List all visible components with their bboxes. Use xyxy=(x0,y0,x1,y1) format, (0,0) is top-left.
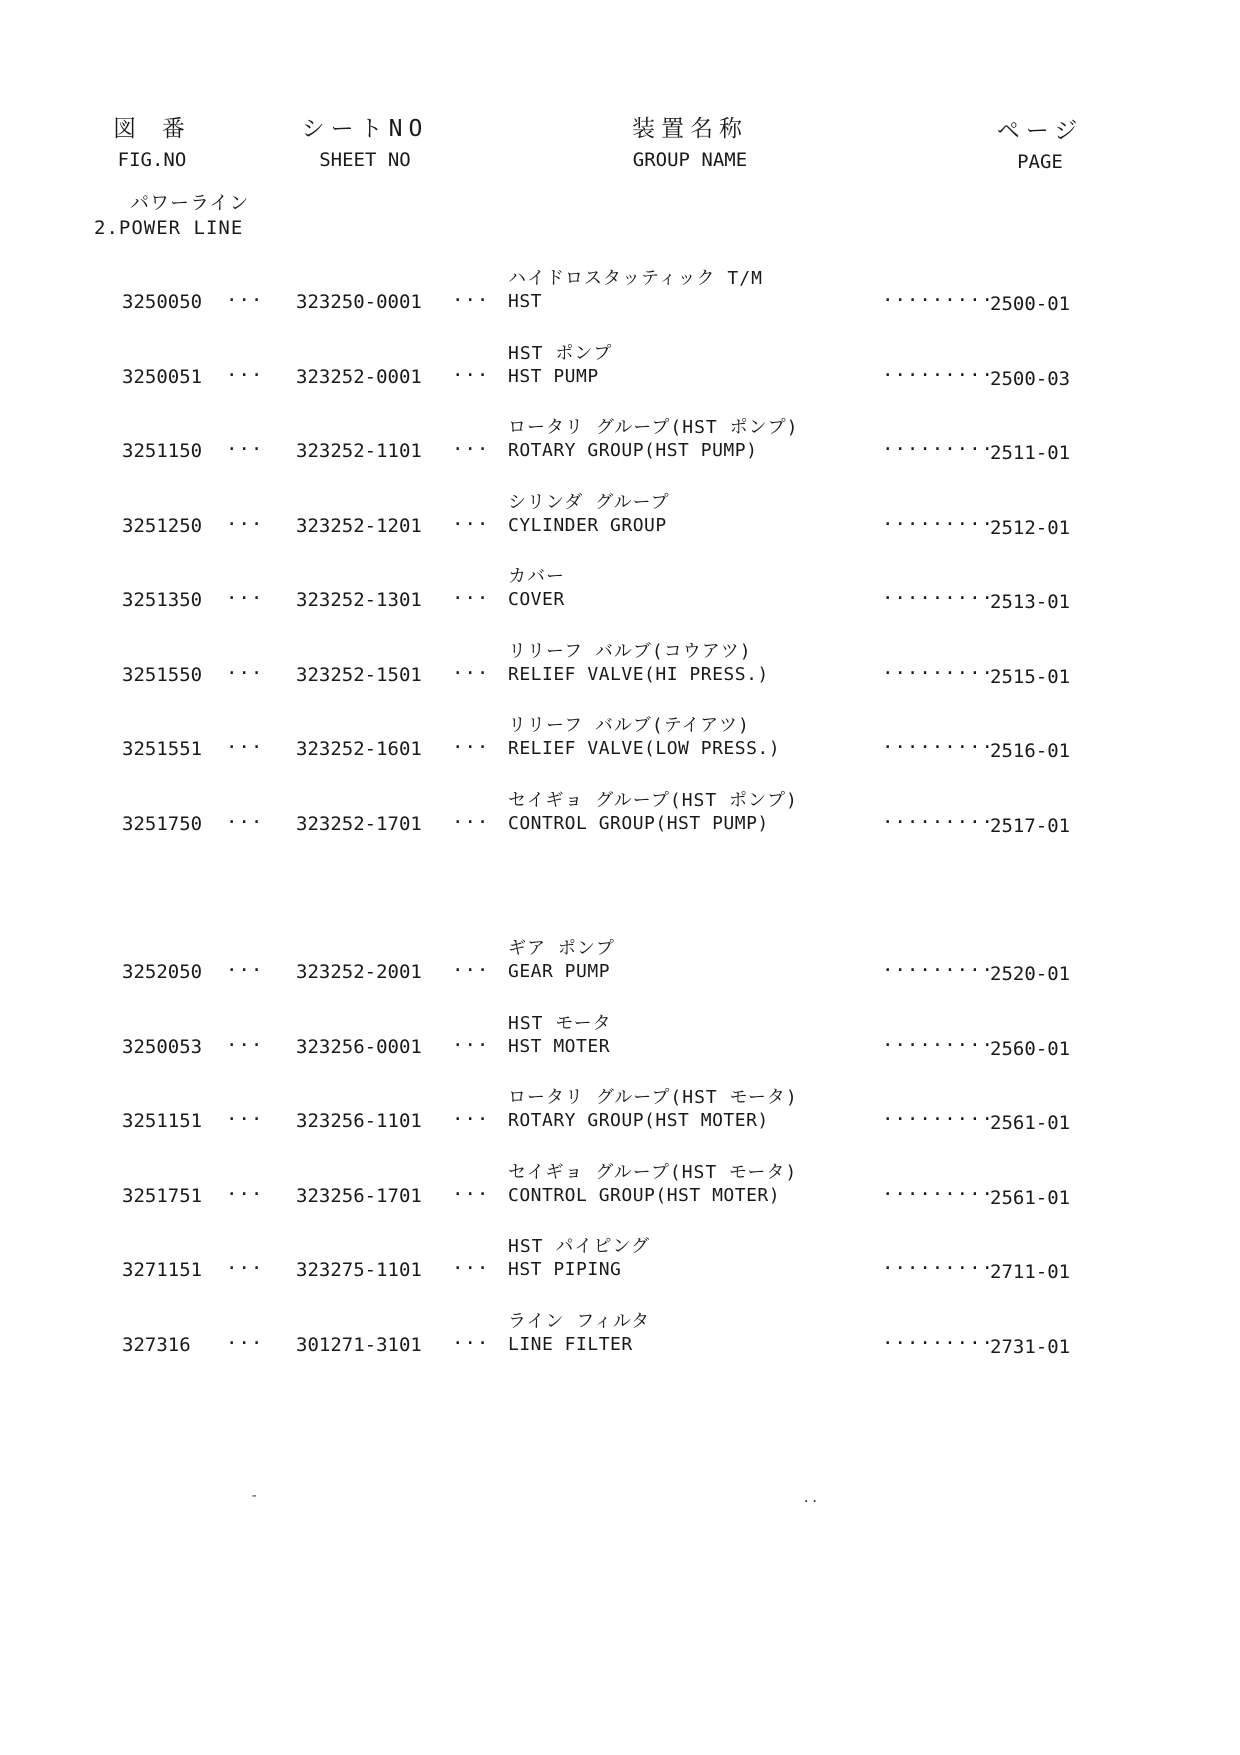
page-ref: 2517-01 xyxy=(990,815,1071,837)
group-name-en: COVER xyxy=(508,589,565,610)
page-ref: 2500-01 xyxy=(990,293,1071,315)
fig-no: 3250053 xyxy=(122,1036,203,1058)
sheet-no: 323252-1201 xyxy=(296,515,422,537)
page-ref: 2513-01 xyxy=(990,591,1071,613)
entry-row xyxy=(0,711,1240,781)
entry-row xyxy=(0,562,1240,632)
fig-no: 3251551 xyxy=(122,738,203,760)
sheet-no: 323256-0001 xyxy=(296,1036,422,1058)
dots-separator: ··· xyxy=(226,364,264,386)
dot-leader: ········· xyxy=(882,513,994,535)
group-name-en: ROTARY GROUP(HST PUMP) xyxy=(508,440,758,461)
header-sheet-no xyxy=(300,110,430,171)
dots-separator: ··· xyxy=(226,1183,264,1205)
page-ref: 2731-01 xyxy=(990,1336,1071,1358)
page-ref: 2516-01 xyxy=(990,740,1071,762)
sheet-no: 323256-1101 xyxy=(296,1110,422,1132)
group-name-en: HST xyxy=(508,291,543,312)
dots-separator: ··· xyxy=(226,438,264,460)
dots-separator: ··· xyxy=(226,1108,264,1130)
dot-leader: ········· xyxy=(882,1257,994,1279)
entry-row xyxy=(0,1307,1240,1377)
entry-row xyxy=(0,1009,1240,1079)
fig-no: 3251550 xyxy=(122,664,203,686)
sheet-no: 323256-1701 xyxy=(296,1185,422,1207)
sheet-no: 323250-0001 xyxy=(296,291,422,313)
page-ref: 2560-01 xyxy=(990,1038,1071,1060)
page-ref: 2561-01 xyxy=(990,1187,1071,1209)
dots-separator: ··· xyxy=(452,513,490,535)
fig-no: 3251250 xyxy=(122,515,203,537)
dot-leader: ········· xyxy=(882,587,994,609)
dot-leader: ········· xyxy=(882,1332,994,1354)
header-sheet-no-en: SHEET NO xyxy=(319,149,411,171)
dots-separator: ··· xyxy=(226,587,264,609)
dot-leader: ········· xyxy=(882,1034,994,1056)
group-name-en: CYLINDER GROUP xyxy=(508,515,667,536)
group-name-en: HST PUMP xyxy=(508,366,599,387)
header-group-name-en: GROUP NAME xyxy=(632,149,748,171)
header-page-en: PAGE xyxy=(1017,151,1063,173)
dots-separator: ··· xyxy=(452,289,490,311)
dots-separator: ··· xyxy=(452,1257,490,1279)
group-name-en: HST MOTER xyxy=(508,1036,611,1057)
dots-separator: ··· xyxy=(226,513,264,535)
group-name-jp: ロータリ グループ(HST ポンプ) xyxy=(508,417,799,438)
group-name-en: GEAR PUMP xyxy=(508,961,611,982)
dots-separator: ··· xyxy=(226,1332,264,1354)
group-name-jp: リリーフ バルブ(コウアツ) xyxy=(508,641,752,662)
group-name-jp: ロータリ グループ(HST モータ) xyxy=(508,1087,798,1108)
dot-leader: ········· xyxy=(882,811,994,833)
sheet-no: 323252-1601 xyxy=(296,738,422,760)
header-fig-no-en: FIG.NO xyxy=(117,149,187,171)
page-ref: 2500-03 xyxy=(990,368,1071,390)
header-fig-no xyxy=(112,110,192,171)
dots-separator: ··· xyxy=(452,1034,490,1056)
header-page xyxy=(990,112,1090,173)
fig-no: 3251151 xyxy=(122,1110,203,1132)
group-name-jp: HST パイピング xyxy=(508,1236,650,1257)
sheet-no: 323252-2001 xyxy=(296,961,422,983)
fig-no: 3250051 xyxy=(122,366,203,388)
dots-separator: ··· xyxy=(226,1257,264,1279)
section-title-jp: パワーライン xyxy=(130,192,250,214)
page-ref: 2711-01 xyxy=(990,1261,1071,1283)
dots-separator: ··· xyxy=(452,364,490,386)
page-ref: 2512-01 xyxy=(990,517,1071,539)
dots-separator: ··· xyxy=(452,959,490,981)
group-name-en: RELIEF VALVE(HI PRESS.) xyxy=(508,664,769,685)
group-name-en: CONTROL GROUP(HST MOTER) xyxy=(508,1185,781,1206)
group-name-jp: リリーフ バルブ(テイアツ) xyxy=(508,715,750,736)
header-fig-no-jp: 図 番 xyxy=(113,116,191,142)
entry-row xyxy=(0,934,1240,1004)
group-name-jp: シリンダ グループ xyxy=(508,492,670,513)
sheet-no: 323252-1301 xyxy=(296,589,422,611)
fig-no: 3252050 xyxy=(122,961,203,983)
entry-row xyxy=(0,637,1240,707)
group-name-jp: ライン フィルタ xyxy=(508,1311,651,1332)
entry-row xyxy=(0,488,1240,558)
dots-separator: ··· xyxy=(226,736,264,758)
header-page-jp: ページ xyxy=(996,118,1084,144)
scan-mark: - xyxy=(250,1488,259,1504)
dots-separator: ··· xyxy=(452,811,490,833)
fig-no: 3251350 xyxy=(122,589,203,611)
fig-no: 3251751 xyxy=(122,1185,203,1207)
dots-separator: ··· xyxy=(226,289,264,311)
dot-leader: ········· xyxy=(882,1183,994,1205)
sheet-no: 323252-1701 xyxy=(296,813,422,835)
dots-separator: ··· xyxy=(452,1332,490,1354)
dot-leader: ········· xyxy=(882,662,994,684)
dot-leader: ········· xyxy=(882,289,994,311)
entry-row xyxy=(0,413,1240,483)
entry-row xyxy=(0,264,1240,334)
fig-no: 3250050 xyxy=(122,291,203,313)
dots-separator: ··· xyxy=(452,736,490,758)
dots-separator: ··· xyxy=(226,662,264,684)
sheet-no: 323252-0001 xyxy=(296,366,422,388)
sheet-no: 323275-1101 xyxy=(296,1259,422,1281)
group-name-en: CONTROL GROUP(HST PUMP) xyxy=(508,813,769,834)
dots-separator: ··· xyxy=(452,1183,490,1205)
dot-leader: ········· xyxy=(882,1108,994,1130)
group-name-jp: HST ポンプ xyxy=(508,343,613,364)
group-name-jp: セイギョ グループ(HST モータ) xyxy=(508,1162,798,1183)
entry-row xyxy=(0,1158,1240,1228)
page-ref: 2511-01 xyxy=(990,442,1071,464)
entry-row xyxy=(0,786,1240,856)
dots-separator: ··· xyxy=(452,587,490,609)
sheet-no: 301271-3101 xyxy=(296,1334,422,1356)
dot-leader: ········· xyxy=(882,364,994,386)
header-sheet-no-jp: シートNO xyxy=(301,116,429,142)
fig-no: 327316 xyxy=(122,1334,191,1356)
group-name-en: ROTARY GROUP(HST MOTER) xyxy=(508,1110,769,1131)
dots-separator: ··· xyxy=(226,1034,264,1056)
header-group-name xyxy=(610,110,770,171)
page-ref: 2561-01 xyxy=(990,1112,1071,1134)
group-name-en: RELIEF VALVE(LOW PRESS.) xyxy=(508,738,781,759)
sheet-no: 323252-1101 xyxy=(296,440,422,462)
group-name-en: HST PIPING xyxy=(508,1259,622,1280)
entry-row xyxy=(0,1083,1240,1153)
fig-no: 3271151 xyxy=(122,1259,203,1281)
fig-no: 3251150 xyxy=(122,440,203,462)
section-title-en: 2.POWER LINE xyxy=(94,217,244,239)
group-name-jp: カバー xyxy=(508,566,565,587)
entry-row xyxy=(0,339,1240,409)
page-ref: 2515-01 xyxy=(990,666,1071,688)
group-name-jp: セイギョ グループ(HST ポンプ) xyxy=(508,790,798,811)
dot-leader: ········· xyxy=(882,736,994,758)
dots-separator: ··· xyxy=(226,811,264,833)
group-name-en: LINE FILTER xyxy=(508,1334,633,1355)
dots-separator: ··· xyxy=(452,438,490,460)
group-name-jp: ギア ポンプ xyxy=(508,938,615,959)
dots-separator: ··· xyxy=(452,662,490,684)
header-group-name-jp: 装置名称 xyxy=(632,116,748,142)
dots-separator: ··· xyxy=(226,959,264,981)
fig-no: 3251750 xyxy=(122,813,203,835)
dot-leader: ········· xyxy=(882,438,994,460)
sheet-no: 323252-1501 xyxy=(296,664,422,686)
dot-leader: ········· xyxy=(882,959,994,981)
group-name-jp: ハイドロスタッティック T/M xyxy=(508,268,763,289)
group-name-jp: HST モータ xyxy=(508,1013,612,1034)
page-ref: 2520-01 xyxy=(990,963,1071,985)
dots-separator: ··· xyxy=(452,1108,490,1130)
scan-mark: .. xyxy=(802,1490,819,1506)
entry-row xyxy=(0,1232,1240,1302)
